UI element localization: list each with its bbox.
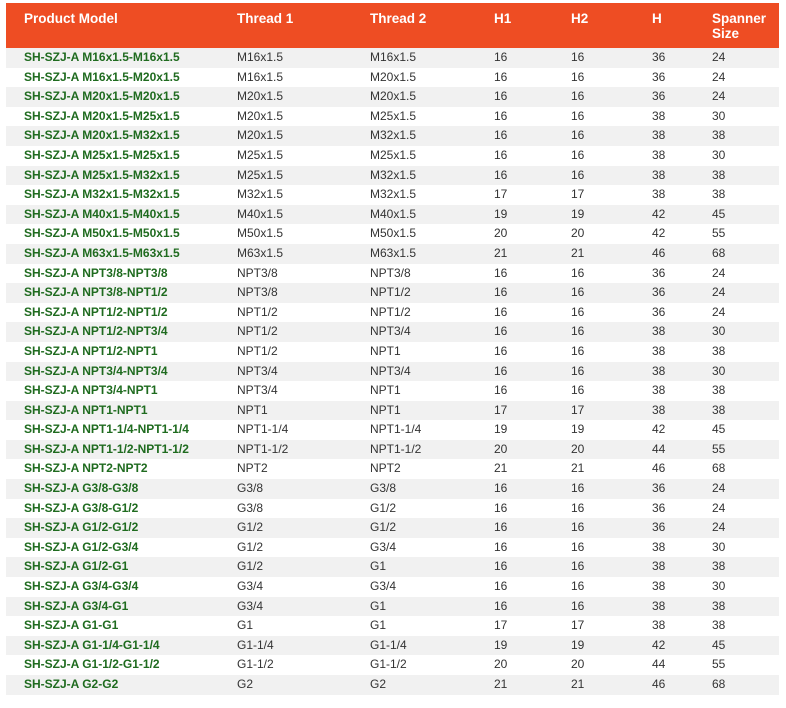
- cell-thread-2: G1-1/4: [352, 636, 476, 656]
- cell-thread-2: NPT2: [352, 459, 476, 479]
- cell-h2: 21: [553, 244, 634, 264]
- cell-spanner-size: 68: [694, 459, 779, 479]
- cell-thread-2: G1-1/2: [352, 655, 476, 675]
- cell-h: 38: [634, 557, 694, 577]
- cell-spanner-size: 55: [694, 440, 779, 460]
- cell-h2: 20: [553, 224, 634, 244]
- cell-product-model: SH-SZJ-A G2-G2: [6, 675, 219, 695]
- table-row: [6, 126, 779, 146]
- header-row: [6, 3, 779, 48]
- cell-h1: 16: [476, 107, 553, 127]
- header-thread-1: Thread 1: [219, 3, 352, 48]
- cell-thread-1: G1-1/4: [219, 636, 352, 656]
- cell-spanner-size: 30: [694, 538, 779, 558]
- cell-spanner-size: 24: [694, 68, 779, 88]
- cell-spanner-size: 24: [694, 518, 779, 538]
- table-row: [6, 283, 779, 303]
- cell-spanner-size: 30: [694, 146, 779, 166]
- cell-thread-1: M63x1.5: [219, 244, 352, 264]
- cell-thread-2: G1/2: [352, 518, 476, 538]
- cell-spanner-size: 68: [694, 244, 779, 264]
- cell-product-model: SH-SZJ-A G1/2-G1: [6, 557, 219, 577]
- cell-thread-1: G1/2: [219, 518, 352, 538]
- header-thread-2: Thread 2: [352, 3, 476, 48]
- cell-h: 36: [634, 303, 694, 323]
- cell-h: 36: [634, 283, 694, 303]
- cell-h: 38: [634, 322, 694, 342]
- cell-thread-1: NPT1/2: [219, 322, 352, 342]
- cell-spanner-size: 55: [694, 224, 779, 244]
- cell-thread-2: M25x1.5: [352, 146, 476, 166]
- cell-h2: 21: [553, 675, 634, 695]
- cell-thread-1: G3/4: [219, 577, 352, 597]
- cell-spanner-size: 38: [694, 185, 779, 205]
- cell-thread-1: M16x1.5: [219, 68, 352, 88]
- cell-h2: 16: [553, 362, 634, 382]
- cell-thread-1: NPT1/2: [219, 342, 352, 362]
- cell-h2: 16: [553, 577, 634, 597]
- cell-h2: 16: [553, 518, 634, 538]
- table-row: [6, 205, 779, 225]
- cell-thread-1: G1/2: [219, 538, 352, 558]
- cell-thread-2: G3/4: [352, 577, 476, 597]
- cell-spanner-size: 30: [694, 322, 779, 342]
- cell-thread-1: NPT3/4: [219, 362, 352, 382]
- table-row: [6, 68, 779, 88]
- cell-spanner-size: 30: [694, 577, 779, 597]
- cell-product-model: SH-SZJ-A M25x1.5-M25x1.5: [6, 146, 219, 166]
- table-row: [6, 244, 779, 264]
- cell-h2: 21: [553, 459, 634, 479]
- cell-spanner-size: 38: [694, 616, 779, 636]
- cell-spanner-size: 24: [694, 87, 779, 107]
- table-row: [6, 264, 779, 284]
- cell-product-model: SH-SZJ-A NPT1/2-NPT1/2: [6, 303, 219, 323]
- cell-thread-2: M32x1.5: [352, 185, 476, 205]
- cell-h1: 16: [476, 126, 553, 146]
- cell-spanner-size: 38: [694, 597, 779, 617]
- cell-h1: 16: [476, 557, 553, 577]
- cell-h1: 21: [476, 244, 553, 264]
- table-row: [6, 440, 779, 460]
- cell-h2: 19: [553, 205, 634, 225]
- table-row: [6, 499, 779, 519]
- cell-thread-2: G2: [352, 675, 476, 695]
- cell-spanner-size: 24: [694, 48, 779, 68]
- cell-thread-1: G3/4: [219, 597, 352, 617]
- table-row: [6, 303, 779, 323]
- cell-thread-1: M16x1.5: [219, 48, 352, 68]
- cell-h1: 16: [476, 362, 553, 382]
- cell-thread-2: NPT1/2: [352, 303, 476, 323]
- cell-thread-2: M25x1.5: [352, 107, 476, 127]
- cell-h1: 16: [476, 87, 553, 107]
- cell-h: 42: [634, 636, 694, 656]
- cell-product-model: SH-SZJ-A G3/8-G3/8: [6, 479, 219, 499]
- cell-thread-2: G1: [352, 616, 476, 636]
- cell-thread-1: G3/8: [219, 499, 352, 519]
- cell-product-model: SH-SZJ-A NPT3/8-NPT3/8: [6, 264, 219, 284]
- cell-product-model: SH-SZJ-A M25x1.5-M32x1.5: [6, 166, 219, 186]
- cell-h1: 21: [476, 459, 553, 479]
- cell-h: 38: [634, 577, 694, 597]
- cell-h1: 16: [476, 577, 553, 597]
- table-row: [6, 636, 779, 656]
- table-row: [6, 459, 779, 479]
- cell-product-model: SH-SZJ-A G3/8-G1/2: [6, 499, 219, 519]
- cell-thread-2: M32x1.5: [352, 166, 476, 186]
- cell-h: 38: [634, 401, 694, 421]
- cell-product-model: SH-SZJ-A M50x1.5-M50x1.5: [6, 224, 219, 244]
- cell-product-model: SH-SZJ-A G1/2-G1/2: [6, 518, 219, 538]
- cell-h1: 19: [476, 420, 553, 440]
- cell-product-model: SH-SZJ-A M63x1.5-M63x1.5: [6, 244, 219, 264]
- cell-thread-1: NPT3/8: [219, 264, 352, 284]
- cell-spanner-size: 24: [694, 303, 779, 323]
- cell-spanner-size: 24: [694, 283, 779, 303]
- cell-thread-1: M32x1.5: [219, 185, 352, 205]
- cell-thread-2: NPT1-1/2: [352, 440, 476, 460]
- table-row: [6, 616, 779, 636]
- cell-h2: 19: [553, 420, 634, 440]
- cell-product-model: SH-SZJ-A NPT3/4-NPT1: [6, 381, 219, 401]
- cell-product-model: SH-SZJ-A G1-G1: [6, 616, 219, 636]
- cell-product-model: SH-SZJ-A G1-1/2-G1-1/2: [6, 655, 219, 675]
- table-row: [6, 224, 779, 244]
- cell-thread-2: NPT3/4: [352, 322, 476, 342]
- cell-thread-2: NPT1: [352, 381, 476, 401]
- table-row: [6, 342, 779, 362]
- cell-thread-1: G2: [219, 675, 352, 695]
- cell-product-model: SH-SZJ-A M32x1.5-M32x1.5: [6, 185, 219, 205]
- cell-h1: 16: [476, 146, 553, 166]
- table-row: [6, 557, 779, 577]
- cell-product-model: SH-SZJ-A NPT2-NPT2: [6, 459, 219, 479]
- header-product-model: Product Model: [6, 3, 219, 48]
- cell-h: 36: [634, 264, 694, 284]
- cell-h1: 19: [476, 636, 553, 656]
- cell-thread-1: G3/8: [219, 479, 352, 499]
- table-row: [6, 518, 779, 538]
- cell-thread-2: G1/2: [352, 499, 476, 519]
- cell-product-model: SH-SZJ-A G1/2-G3/4: [6, 538, 219, 558]
- cell-spanner-size: 38: [694, 401, 779, 421]
- cell-thread-2: NPT3/8: [352, 264, 476, 284]
- cell-h: 38: [634, 381, 694, 401]
- cell-h: 36: [634, 68, 694, 88]
- cell-thread-1: G1: [219, 616, 352, 636]
- cell-h2: 16: [553, 342, 634, 362]
- cell-thread-1: M20x1.5: [219, 107, 352, 127]
- table-row: [6, 322, 779, 342]
- cell-thread-1: NPT1-1/4: [219, 420, 352, 440]
- header-h2: H2: [553, 3, 634, 48]
- cell-h2: 16: [553, 146, 634, 166]
- cell-h: 42: [634, 205, 694, 225]
- cell-product-model: SH-SZJ-A G3/4-G3/4: [6, 577, 219, 597]
- cell-h: 38: [634, 185, 694, 205]
- cell-product-model: SH-SZJ-A NPT3/4-NPT3/4: [6, 362, 219, 382]
- cell-h2: 17: [553, 185, 634, 205]
- table-row: [6, 146, 779, 166]
- cell-h2: 17: [553, 401, 634, 421]
- cell-product-model: SH-SZJ-A M20x1.5-M20x1.5: [6, 87, 219, 107]
- cell-h: 44: [634, 440, 694, 460]
- cell-thread-1: M20x1.5: [219, 126, 352, 146]
- cell-h1: 16: [476, 381, 553, 401]
- cell-spanner-size: 38: [694, 166, 779, 186]
- cell-spanner-size: 24: [694, 479, 779, 499]
- cell-spanner-size: 24: [694, 499, 779, 519]
- cell-thread-2: M20x1.5: [352, 87, 476, 107]
- cell-h: 38: [634, 146, 694, 166]
- cell-product-model: SH-SZJ-A M16x1.5-M16x1.5: [6, 48, 219, 68]
- cell-product-model: SH-SZJ-A M20x1.5-M25x1.5: [6, 107, 219, 127]
- cell-h: 36: [634, 48, 694, 68]
- cell-thread-2: NPT1-1/4: [352, 420, 476, 440]
- cell-h2: 16: [553, 126, 634, 146]
- cell-product-model: SH-SZJ-A G1-1/4-G1-1/4: [6, 636, 219, 656]
- cell-h1: 21: [476, 675, 553, 695]
- cell-thread-1: NPT2: [219, 459, 352, 479]
- table-row: [6, 48, 779, 68]
- cell-h: 36: [634, 479, 694, 499]
- cell-h: 38: [634, 107, 694, 127]
- cell-h1: 16: [476, 68, 553, 88]
- cell-h: 46: [634, 244, 694, 264]
- table-row: [6, 675, 779, 695]
- table-header: [6, 3, 779, 48]
- cell-h: 38: [634, 597, 694, 617]
- table-row: [6, 479, 779, 499]
- cell-thread-2: G3/8: [352, 479, 476, 499]
- cell-thread-2: NPT1/2: [352, 283, 476, 303]
- cell-product-model: SH-SZJ-A M16x1.5-M20x1.5: [6, 68, 219, 88]
- cell-h: 44: [634, 655, 694, 675]
- cell-h2: 16: [553, 264, 634, 284]
- cell-h1: 16: [476, 342, 553, 362]
- cell-spanner-size: 55: [694, 655, 779, 675]
- spec-table: [6, 3, 779, 695]
- table-row: [6, 362, 779, 382]
- table-row: [6, 185, 779, 205]
- cell-thread-1: NPT3/4: [219, 381, 352, 401]
- cell-h2: 16: [553, 557, 634, 577]
- table-row: [6, 166, 779, 186]
- cell-thread-1: NPT3/8: [219, 283, 352, 303]
- cell-spanner-size: 30: [694, 107, 779, 127]
- table-row: [6, 655, 779, 675]
- cell-spanner-size: 38: [694, 342, 779, 362]
- header-h: H: [634, 3, 694, 48]
- table-row: [6, 597, 779, 617]
- cell-thread-1: M50x1.5: [219, 224, 352, 244]
- cell-h1: 17: [476, 616, 553, 636]
- cell-product-model: SH-SZJ-A M40x1.5-M40x1.5: [6, 205, 219, 225]
- table-row: [6, 420, 779, 440]
- cell-product-model: SH-SZJ-A M20x1.5-M32x1.5: [6, 126, 219, 146]
- cell-spanner-size: 24: [694, 264, 779, 284]
- cell-h: 42: [634, 420, 694, 440]
- cell-product-model: SH-SZJ-A NPT1-NPT1: [6, 401, 219, 421]
- cell-h: 46: [634, 459, 694, 479]
- cell-thread-2: G1: [352, 557, 476, 577]
- cell-thread-2: M16x1.5: [352, 48, 476, 68]
- cell-h1: 17: [476, 401, 553, 421]
- cell-thread-1: NPT1/2: [219, 303, 352, 323]
- cell-thread-2: M50x1.5: [352, 224, 476, 244]
- cell-spanner-size: 45: [694, 636, 779, 656]
- table-row: [6, 577, 779, 597]
- cell-h1: 20: [476, 440, 553, 460]
- cell-spanner-size: 68: [694, 675, 779, 695]
- cell-h1: 17: [476, 185, 553, 205]
- cell-thread-2: NPT1: [352, 342, 476, 362]
- cell-thread-2: G1: [352, 597, 476, 617]
- cell-h1: 16: [476, 479, 553, 499]
- cell-spanner-size: 38: [694, 381, 779, 401]
- cell-h1: 19: [476, 205, 553, 225]
- cell-product-model: SH-SZJ-A NPT1/2-NPT3/4: [6, 322, 219, 342]
- cell-product-model: SH-SZJ-A NPT1-1/4-NPT1-1/4: [6, 420, 219, 440]
- cell-h1: 20: [476, 224, 553, 244]
- cell-h: 38: [634, 616, 694, 636]
- cell-h: 38: [634, 342, 694, 362]
- cell-thread-1: M25x1.5: [219, 166, 352, 186]
- cell-h: 46: [634, 675, 694, 695]
- cell-h1: 16: [476, 303, 553, 323]
- cell-h2: 16: [553, 381, 634, 401]
- cell-product-model: SH-SZJ-A NPT3/8-NPT1/2: [6, 283, 219, 303]
- cell-h1: 16: [476, 518, 553, 538]
- cell-h1: 16: [476, 264, 553, 284]
- cell-h2: 16: [553, 479, 634, 499]
- cell-spanner-size: 45: [694, 205, 779, 225]
- cell-h2: 20: [553, 440, 634, 460]
- cell-h2: 17: [553, 616, 634, 636]
- cell-h2: 16: [553, 87, 634, 107]
- cell-h2: 16: [553, 538, 634, 558]
- cell-thread-2: M40x1.5: [352, 205, 476, 225]
- cell-product-model: SH-SZJ-A NPT1-1/2-NPT1-1/2: [6, 440, 219, 460]
- cell-product-model: SH-SZJ-A G3/4-G1: [6, 597, 219, 617]
- cell-thread-2: NPT1: [352, 401, 476, 421]
- cell-h2: 20: [553, 655, 634, 675]
- cell-thread-2: M63x1.5: [352, 244, 476, 264]
- table-row: [6, 381, 779, 401]
- cell-thread-2: M20x1.5: [352, 68, 476, 88]
- cell-thread-1: M40x1.5: [219, 205, 352, 225]
- cell-h1: 16: [476, 597, 553, 617]
- cell-thread-1: M20x1.5: [219, 87, 352, 107]
- cell-h: 36: [634, 87, 694, 107]
- cell-h: 38: [634, 166, 694, 186]
- cell-thread-1: G1-1/2: [219, 655, 352, 675]
- cell-h: 36: [634, 499, 694, 519]
- table-row: [6, 401, 779, 421]
- header-h1: H1: [476, 3, 553, 48]
- table-row: [6, 538, 779, 558]
- cell-h2: 16: [553, 283, 634, 303]
- table-body: [6, 48, 779, 695]
- cell-h1: 16: [476, 499, 553, 519]
- cell-h: 42: [634, 224, 694, 244]
- cell-h2: 19: [553, 636, 634, 656]
- cell-thread-2: G3/4: [352, 538, 476, 558]
- table-row: [6, 107, 779, 127]
- cell-h1: 16: [476, 538, 553, 558]
- cell-spanner-size: 30: [694, 362, 779, 382]
- cell-thread-2: NPT3/4: [352, 362, 476, 382]
- cell-h2: 16: [553, 166, 634, 186]
- cell-h1: 16: [476, 283, 553, 303]
- cell-h1: 20: [476, 655, 553, 675]
- cell-h: 38: [634, 126, 694, 146]
- cell-thread-1: M25x1.5: [219, 146, 352, 166]
- cell-h2: 16: [553, 68, 634, 88]
- cell-h: 36: [634, 518, 694, 538]
- cell-thread-1: NPT1-1/2: [219, 440, 352, 460]
- cell-h2: 16: [553, 303, 634, 323]
- cell-h1: 16: [476, 322, 553, 342]
- cell-h: 38: [634, 538, 694, 558]
- cell-h2: 16: [553, 48, 634, 68]
- cell-h: 38: [634, 362, 694, 382]
- cell-h2: 16: [553, 107, 634, 127]
- table-row: [6, 87, 779, 107]
- cell-spanner-size: 45: [694, 420, 779, 440]
- header-spanner-size: Spanner Size: [694, 3, 779, 48]
- cell-h1: 16: [476, 166, 553, 186]
- cell-product-model: SH-SZJ-A NPT1/2-NPT1: [6, 342, 219, 362]
- cell-spanner-size: 38: [694, 126, 779, 146]
- cell-spanner-size: 38: [694, 557, 779, 577]
- cell-h2: 16: [553, 322, 634, 342]
- cell-thread-2: M32x1.5: [352, 126, 476, 146]
- cell-h2: 16: [553, 597, 634, 617]
- cell-h2: 16: [553, 499, 634, 519]
- cell-thread-1: G1/2: [219, 557, 352, 577]
- cell-thread-1: NPT1: [219, 401, 352, 421]
- cell-h1: 16: [476, 48, 553, 68]
